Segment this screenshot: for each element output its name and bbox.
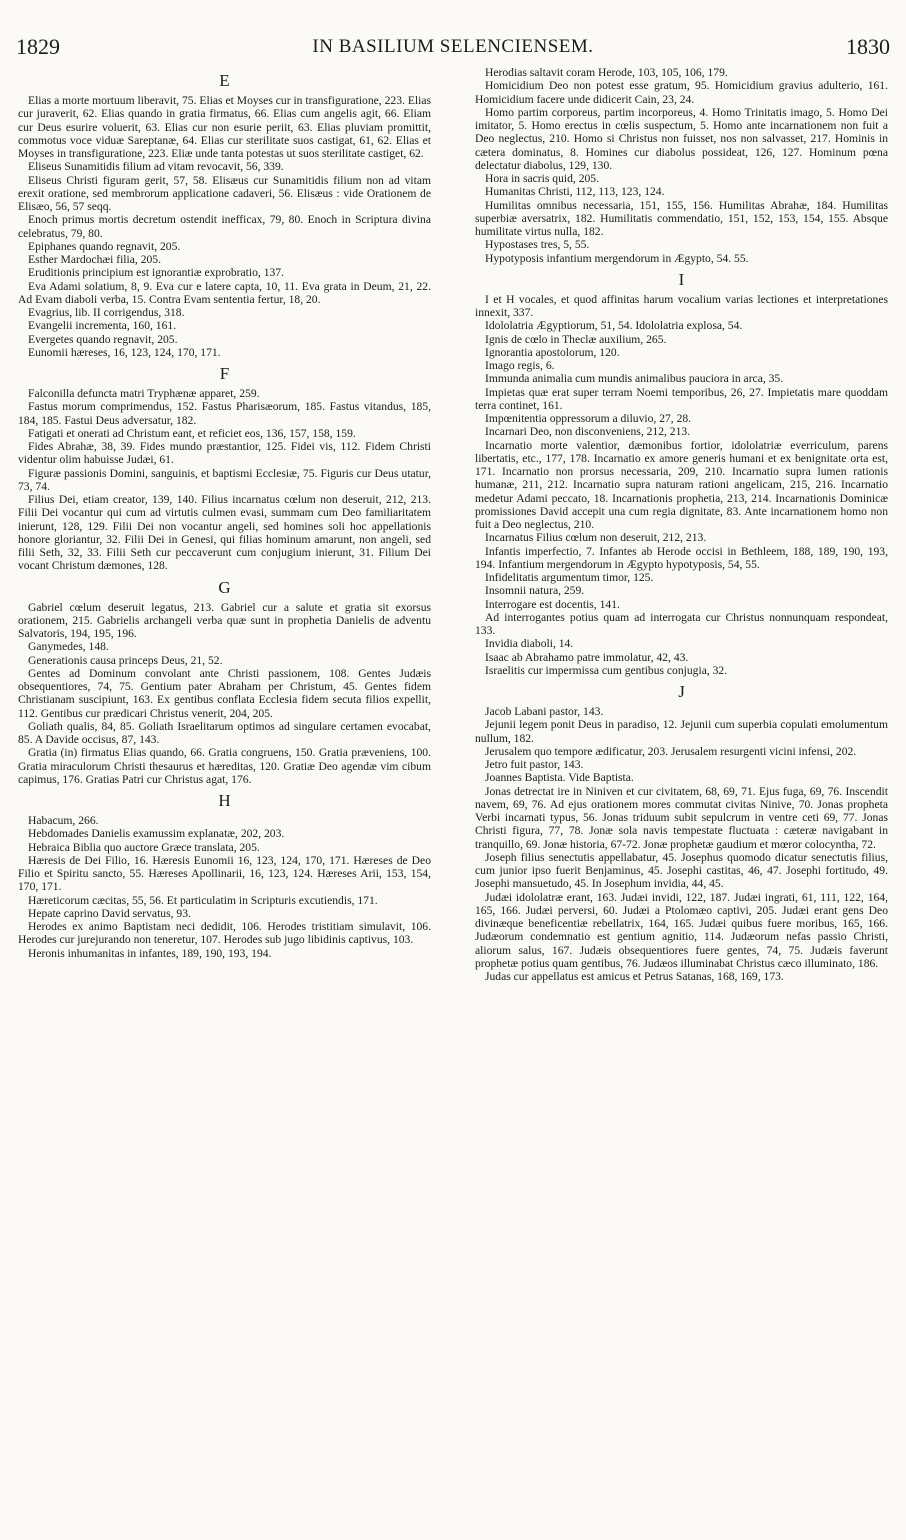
index-entry: Falconilla defuncta matri Tryphænæ apparet, 259. — [28, 387, 260, 400]
index-entry: Epiphanes quando regnavit, 205. — [28, 239, 181, 253]
index-entry: Interrogare est docentis, 141. — [485, 597, 620, 611]
index-entry: Fastus morum comprimendus, 152. Fastus Pharisæorum, 185. Fastus vitandus, 185, 184, 185. Fastui Deus adversatur, 182. — [18, 400, 431, 427]
index-entry: Filius Dei, etiam creator, 139, 140. Filius incarnatus cœlum non deseruit, 212, 213. Filii Dei vocantur qui cum ad virtutis culmen evasi, summam cum Deo familiaritatem inierunt, 128, 129. Filii Dei non vocantur angeli, sed homines soli hoc appellationis honore gloriantur, 32. Filii Dei in Genesi, qui filias hominum amarunt, non angeli, sed filii Seth, 32, 33. Filii Seth cur peccaverunt cum conjugium inierunt, 31. Filium Dei vocant Christum dæmones, 128. — [18, 493, 431, 573]
index-entry: Incarnari Deo, non disconveniens, 212, 213. — [485, 425, 691, 439]
index-entry: Hypotyposis infantium mergendorum in Ægypto, 54. 55. — [485, 251, 749, 265]
index-entry: Imago regis, 6. — [485, 359, 555, 372]
index-entry: Jetro fuit pastor, 143. — [485, 758, 584, 771]
left-column — [18, 66, 431, 1531]
index-entry: Hypostases tres, 5, 55. — [485, 238, 590, 252]
index-entry: Incarnatus Filius cœlum non deseruit, 212, 213. — [485, 531, 707, 545]
index-entry: Habacum, 266. — [28, 814, 99, 827]
index-entry: Hebdomades Danielis examussim explanatæ, 202, 203. — [28, 827, 285, 841]
page-number-right: 1830 — [846, 34, 890, 59]
index-entry: Joannes Baptista. Vide Baptista. — [485, 771, 634, 785]
index-entry: Isaac ab Abrahamo patre immolatur, 42, 43. — [485, 650, 689, 664]
index-entry: Fides Abrahæ, 38, 39. Fides mundo præstantior, 125. Fidei vis, 112. Fidem Christi videntur olim habuisse Judæi, 61. — [18, 440, 431, 467]
index-entry: Gabriel cœlum deseruit legatus, 213. Gabriel cur a salute et gratia sit exorsus orationem, 215. Gabrielis archangeli verba quæ sunt in prophetia Danielis de adventu Salvatoris, 194, 195, 196. — [18, 600, 431, 640]
index-entry: Jejunii legem ponit Deus in paradiso, 12. Jejunii cum superbia copulati emolumentum nullum, 182. — [475, 718, 888, 745]
right-column — [475, 66, 888, 1531]
index-entry: Ignis de cœlo in Theclæ auxilium, 265. — [485, 332, 667, 346]
index-entry: Hæresis de Dei Filio, 16. Hæresis Eunomii 16, 123, 124, 170, 171. Hæreses de Deo Filio et Spiritu sancto, 55. Hæreses Apollinarii, 16, 123, 124. Hæreses Arii, 153, 154, 170, 171. — [18, 853, 431, 894]
running-title: IN BASILIUM SELENCIENSEM. — [312, 36, 594, 57]
section-letter-heading: E — [219, 71, 230, 90]
index-entry: Jacob Labani pastor, 143. — [485, 705, 604, 718]
index-entry: Ignorantia apostolorum, 120. — [485, 345, 620, 359]
index-entry: Incarnatio morte valentior, dæmonibus fortior, idololatriæ everriculum, parens libertatis, etc., 177, 178. Incarnatio ex amore generis humani et ex benignitate orta est, 171. Incarnatio non prorsus necessaria, 209, 210. Incarnatio supra lumen rationis humanæ, 211, 212. Incarnatio supra naturam rationi angelicam, 215, 216. Incarnatio medetur Adami peccato, 18. Incarnationis prophetia, 213, 214. Incarnationis Dominicæ promissiones David accepit una cum regia dignitate, 83. Ante incarnationem homo non fuit a Deo neglectus, 210. — [475, 438, 888, 531]
index-entry: Eliseus Sunamitidis filium ad vitam revocavit, 56, 339. — [28, 160, 284, 174]
index-entry: Infantis imperfectio, 7. Infantes ab Herode occisi in Bethleem, 188, 189, 190, 193, 194. Infantium mergendorum in Ægypto hypotyposis, 54, 55. — [475, 544, 888, 571]
index-entry: Gentes ad Dominum convolant ante Christi passionem, 108. Gentes Judæis obsequentiores, 74, 75. Gentium pater Abraham per Christum, 45. Gentes fidem Christianam suscipiunt, 163. Ex gentibus conflata Ecclesia fidem secuta filios expellit, 112. Gentibus cur prædicari Christus venerit, 204, 205. — [18, 666, 431, 720]
index-entry: Herodes ex animo Baptistam neci dedidit, 106. Herodes tristitiam simulavit, 106. Herodes cur jurejurando non teneretur, 107. Herodes sub jugo libidinis captivus, 103. — [18, 920, 431, 947]
section-letter-heading: I — [678, 269, 685, 289]
index-entry: Jerusalem quo tempore ædificatur, 203. Jerusalem resurgenti vicini infensi, 202. — [485, 744, 857, 758]
index-entry: Herodias saltavit coram Herode, 103, 105, 106, 179. — [485, 66, 728, 79]
index-entry: Homicidium Deo non potest esse gratum, 95. Homicidium gravius adulterio, 161. Homicidium facere unde didicerit Cain, 23, 24. — [475, 79, 888, 106]
index-entry: Ad interrogantes potius quam ad interrogata cur Christus nonnunquam respondeat, 133. — [475, 610, 888, 637]
index-entry: Gratia (in) firmatus Elias quando, 66. Gratia congruens, 150. Gratia præveniens, 100. Gratia miraculorum Christi thesaurus et hæreditas, 120. Gratiæ Deo agendæ vim cibum capimus, 176. Gratias Patri cur Christus agat, 176. — [18, 746, 431, 786]
index-entry: Ganymedes, 148. — [28, 640, 109, 654]
section-letter-heading: G — [218, 577, 231, 597]
index-entry: Eunomii hæreses, 16, 123, 124, 170, 171. — [28, 345, 221, 359]
index-entry: Insomnii natura, 259. — [485, 584, 585, 598]
section-letter-heading: J — [678, 682, 685, 701]
index-entry: Heronis inhumanitas in infantes, 189, 190, 193, 194. — [28, 946, 272, 960]
index-entry: Jonas detrectat ire in Niniven et cur civitatem, 68, 69, 71. Ejus fuga, 69, 76. Inscendit navem, 69, 76. Ad ejus orationem mores commutat civitas Ninive, 70. Jonas propheta Verbi incarnati typus, 56. Jonas triduum subit sepulcrum in ventre ceti 69, 77. Jonas Christi figura, 77, 78. Jonæ sola navis tempestate fluctuata : cæteræ navigabant in tranquillo, 69. Jonæ historia, 67-72. Jonæ prophetæ gaudium et mœror colocyntha, 72. — [475, 784, 888, 851]
index-entry: Eliseus Christi figuram gerit, 57, 58. Elisæus cur Sunamitidis filium non ad vitam erexit oratione, sed membrorum applicatione cadaveri, 56. Elisæus : vide Orationem de Elisæo, 56, 57 seqq. — [18, 173, 431, 213]
index-entry: Hebraica Biblia quo auctore Græce translata, 205. — [28, 840, 260, 854]
index-entry: Homo partim corporeus, partim incorporeus, 4. Homo Trinitatis imago, 5. Homo Dei imitator, 5. Homo erectus in cœlis suspectum, 5. Homo ante incarnationem non fuit a Deo neglectus, 210. Homo si Christus non fuisset, nos non salvasset, 217. Hominis in cætera dominatus, 8. Homines cur diabolus possideat, 126, 127. Hominum pœna delectatur diabolus, 129, 130. — [475, 105, 888, 172]
index-entry: Immunda animalia cum mundis animalibus pauciora in arca, 35. — [485, 372, 784, 386]
index-entry: Hora in sacris quid, 205. — [485, 172, 599, 185]
index-entry: Fatigati et onerati ad Christum eant, et reficiet eos, 136, 157, 158, 159. — [28, 426, 356, 440]
index-entry: Eruditionis principium est ignorantiæ exprobratio, 137. — [28, 266, 284, 280]
index-entry: Impietas quæ erat super terram Noemi temporibus, 26, 27. Impietatis mare quoddam terra continet, 161. — [475, 385, 888, 412]
index-entry: Israelitis cur impermissa cum gentibus conjugia, 32. — [485, 663, 728, 677]
index-entry: Impœnitentia oppressorum a diluvio, 27, 28. — [485, 412, 692, 425]
index-entry: Evergetes quando regnavit, 205. — [28, 332, 178, 346]
index-entry: Enoch primus mortis decretum ostendit inefficax, 79, 80. Enoch in Scriptura divina celebratus, 79, 80. — [18, 213, 431, 240]
index-entry: Infidelitatis argumentum timor, 125. — [485, 571, 654, 584]
section-letter-heading: H — [218, 791, 231, 810]
index-entry: Eva Adami solatium, 8, 9. Eva cur e latere capta, 10, 11. Eva grata in Deum, 21, 22. Ad Evam diaboli verba, 15. Contra Evam sententia fertur, 18, 20. — [18, 279, 431, 306]
index-entry: Idololatria Ægyptiorum, 51, 54. Idololatria explosa, 54. — [485, 319, 743, 333]
index-entry: Humilitas omnibus necessaria, 151, 155, 156. Humilitas Abrahæ, 184. Humilitas superbiæ aversatrix, 182. Humilitatis commendatio, 151, 152, 153, 154, 155. Absque humilitate virtus nulla, 182. — [475, 198, 888, 238]
index-entry: Figuræ passionis Domini, sanguinis, et baptismi Ecclesiæ, 75. Figuris cur Deus utatur, 73, 74. — [18, 466, 431, 493]
index-entry: Hæreticorum cæcitas, 55, 56. Et particulatim in Scripturis excutiendis, 171. — [28, 893, 378, 907]
index-entry: Evangelii incrementa, 160, 161. — [28, 319, 177, 333]
index-entry: Goliath qualis, 84, 85. Goliath Israelitarum optimos ad singulare certamen evocabat, 85. A Davide occisus, 87, 143. — [18, 719, 431, 746]
index-entry: I et H vocales, et quod affinitas harum vocalium varias lectiones et interpretationes innexit, 337. — [475, 292, 888, 319]
index-entry: Joseph filius senectutis appellabatur, 45. Josephus quomodo dicatur senectutis filius, cum junior ipso fuerit Benjaminus, 45. Josephi castitas, 46, 47. Josephi fortitudo, 49. Josephi mansuetudo, 45. In Josephum invidia, 44, 45. — [475, 850, 888, 891]
index-entry: Humanitas Christi, 112, 113, 123, 124. — [485, 185, 665, 199]
page-number-left: 1829 — [16, 34, 60, 59]
index-entry: Hepate caprino David servatus, 93. — [28, 906, 191, 920]
section-letter-heading: F — [219, 364, 230, 383]
index-entry: Judæi idololatræ erant, 163. Judæi invidi, 122, 187. Judæi ingrati, 61, 111, 122, 164, 165, 166. Judæi perversi, 60. Judæi a Ptolomæo captivi, 205. Judæi erant gens Deo divinæque beneficentiæ rebellatrix, 164, 165. Judæi quibus fuere moribus, 165, 166. Judæorum condemnatio est gentium agnitio, 114. Judæorum nefas passio Christi, aliorum salus, 167. Judæis obsequentiores fuere gentes, 74, 75. Judæis faverunt prophetæ potius quam gentibus, 76. Judæos illuminabat Christus cæco illuminato, 186. — [475, 890, 888, 970]
running-header — [16, 34, 890, 60]
index-entry: Generationis causa princeps Deus, 21, 52. — [28, 653, 223, 667]
index-entry: Evagrius, lib. II corrigendus, 318. — [28, 306, 185, 319]
index-entry: Invidia diaboli, 14. — [485, 637, 574, 651]
index-entry: Elias a morte mortuum liberavit, 75. Elias et Moyses cur in transfiguratione, 223. Elias cur juraverit, 62. Elias quando in gratia firmatus, 66. Elias cum angelis agit, 66. Eliam cur Deus esurire voluerit, 63. Elias cur non esurie periit, 63. Elias pluviam promittit, commotus voce viduæ Sareptanæ, 64. Elias cur sterilitate suos castigat, 61, 62. Elias et Moyses in transfiguratione, 223. Eliæ unde tanta potestas ut suos sterilitate castiget, 62. — [18, 94, 431, 160]
index-entry: Judas cur appellatus est amicus et Petrus Satanas, 168, 169, 173. — [485, 970, 784, 983]
index-entry: Esther Mardochæi filia, 205. — [28, 253, 161, 266]
